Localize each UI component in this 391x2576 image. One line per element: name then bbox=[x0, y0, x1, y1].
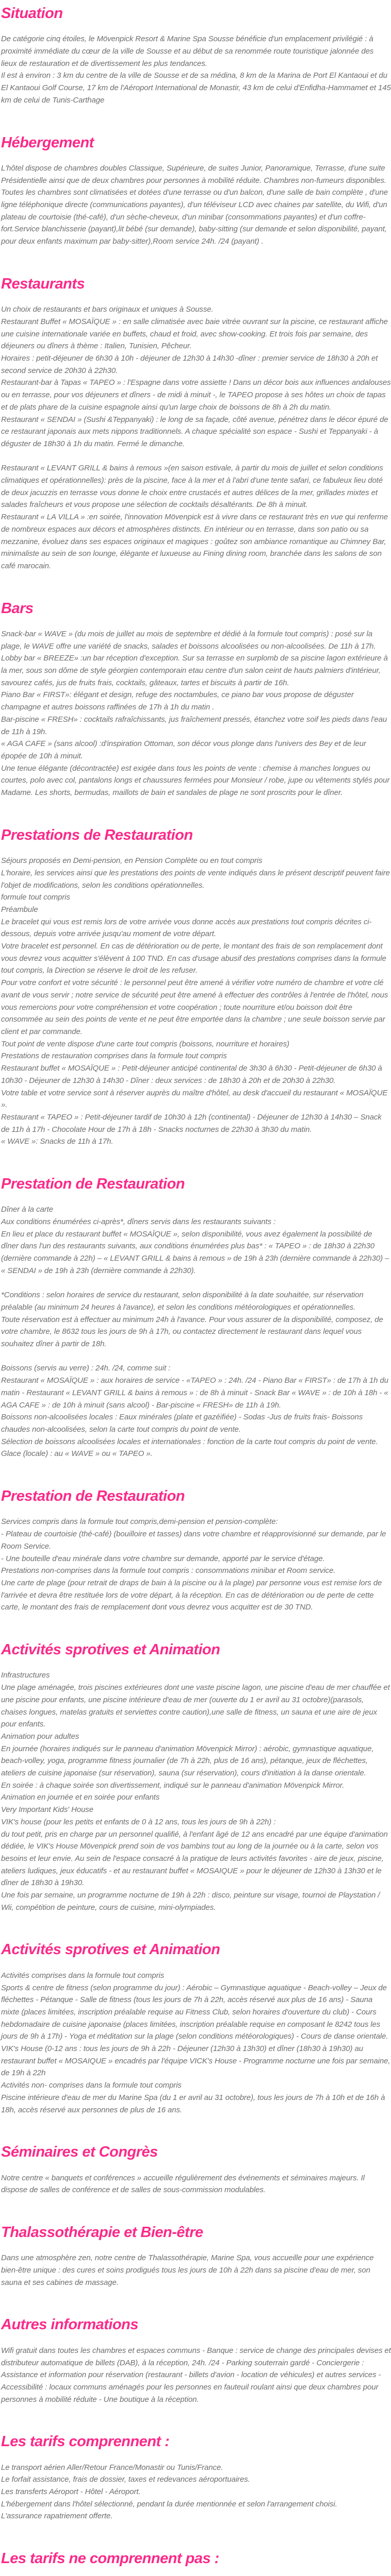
section-paragraphs bbox=[1, 1970, 391, 2116]
section-heading: Situation bbox=[1, 5, 63, 22]
paragraph-spacer bbox=[1, 1350, 391, 1363]
paragraph: VIK's house (pour les petits et enfants de 0 à 12 ans, tous les jours de 9h à 22h) : bbox=[1, 1817, 276, 1826]
paragraph: Animation pour adultes bbox=[1, 1732, 79, 1741]
paragraph: Wifi gratuit dans toutes les chambres et espaces communs - Banque : service de change des principales devises et distributeur automatique de billets (DAB), à la réception, 24h. /24 - Parking souterrain gardé - Conciergerie : Assistance et information pour réservation (restaurant - billets d'avion - location de véhicules) et autres services - Accessibilité : locaux communs aménagés pour les personnes en fauteuil roulant ainsi que deux chambres pour personnes à mobilité réduite - Une boutique à la réception. bbox=[1, 2346, 391, 2404]
paragraph: Prestations non-comprises dans la formule tout compris : consommations minibar et Room service. bbox=[1, 1566, 336, 1575]
section-heading: Prestation de Restauration bbox=[1, 1488, 185, 1505]
paragraph: De catégorie cinq étoiles, le Mövenpick Resort & Marine Spa Sousse bénéficie d'un emplacement privilégié : à proximité immédiate du cœur de la ville de Sousse et au début de sa renommée route touristique jalonnée des lieux de restauration et de divertissement les plus tendances. bbox=[1, 35, 374, 68]
section-paragraphs bbox=[1, 1669, 391, 1913]
paragraph: Sélection de boissons alcoolisées locales et internationales : fonction de la carte tout compris du point de vente. bbox=[1, 1437, 378, 1446]
section-heading: Les tarifs ne comprennent pas : bbox=[1, 2550, 219, 2567]
content-section bbox=[1, 827, 391, 1148]
paragraph: Pour votre confort et votre sécurité : le personnel peut être amené à vérifier votre numéro de chambre et votre clé avant de vous servir ; notre service de sécurité peut être amené à effectuer des contrôles à l'entrée de l'hôtel, nous vous remercions pour votre compréhension et votre coopération ; toute nourriture et/ou boisson doit être consommée au sein des points de vente et ne peut être emportée dans la chambre ; une seule boisson servie par client et par commande. bbox=[1, 978, 388, 1036]
section-heading: Les tarifs comprennent : bbox=[1, 2433, 170, 2450]
section-paragraphs bbox=[1, 2252, 391, 2289]
paragraph: du tout petit, pris en charge par un personnel qualifié, à l'enfant âgé de 12 ans encadré par une équipe d'animation dédiée, le VIK's House Mövenpick prend soin de vos bambins tout au long de la journée ou à la carte, selon vos besoins et leur envie. Au sein de l'espace consacré à la pratique de leurs activités favorites - aire de jeux, piscine, ateliers ludiques, jeux éducatifs - et au restaurant buffet « MOSAIQUE » pour le déjeuner de 12h30 à 13h30 et le dîner de 18h30 à 19h30. bbox=[1, 1829, 388, 1888]
paragraph: Une fois par semaine, un programme nocturne de 19h à 22h : disco, peinture sur visage, tournoi de Playstation / Wii, compétition de peinture, cours de cuisine, mini-olympiades. bbox=[1, 1891, 380, 1912]
section-heading: Activités sprotives et Animation bbox=[1, 1641, 220, 1658]
section-heading: Thalassothérapie et Bien-être bbox=[1, 2224, 203, 2241]
paragraph: Snack-bar « WAVE » (du mois de juillet au mois de septembre et dédié à la formule tout compris) : posé sur la plage, le WAVE offre une variété de snacks, salades et boissons alcoolisées ou non-alcoolisées. De 11h à 17h. bbox=[1, 629, 376, 651]
paragraph: Le bracelet qui vous est remis lors de votre arrivée vous donne accès aux prestations tout compris décrites ci-dessous, depuis votre arrivée jusqu'au moment de votre départ. bbox=[1, 917, 372, 939]
paragraph: L'assurance rapatriement offerte. bbox=[1, 2512, 113, 2521]
content-section bbox=[1, 1176, 391, 1460]
section-heading: Bars bbox=[1, 600, 34, 617]
section-paragraphs bbox=[1, 162, 391, 248]
paragraph: « AGA CAFE » (sans alcool) :d'inspiration Ottoman, son décor vous plonge dans l'univers des Bey et de leur épopée de 10h à minuit. bbox=[1, 739, 366, 760]
paragraph: formule tout compris bbox=[1, 893, 70, 902]
paragraph: En soirée : à chaque soirée son divertissement, indiqué sur le panneau d'animation Mövenpick Mirror. bbox=[1, 1781, 345, 1790]
section-paragraphs bbox=[1, 2172, 391, 2196]
paragraph: Activités comprises dans la formule tout compris bbox=[1, 1971, 165, 1980]
paragraph: Le transport aérien Aller/Retour France/Monastir ou Tunis/France. bbox=[1, 2463, 223, 2472]
paragraph: Dîner à la carte bbox=[1, 1205, 53, 1214]
section-paragraphs bbox=[1, 33, 391, 106]
content-section bbox=[1, 1941, 391, 2116]
content-section bbox=[1, 1488, 391, 1614]
paragraph: L'horaire, les services ainsi que les prestations des points de vente indiqués dans le présent descriptif peuvent faire l'objet de modifications, selon les conditions opérationnelles. bbox=[1, 868, 390, 890]
paragraph: Bar-piscine « FRESH» : cocktails rafraîchissants, jus fraîchement pressés, étanchez votre soif les pieds dans l'eau de 11h à 19h. bbox=[1, 715, 387, 736]
section-heading: Restaurants bbox=[1, 275, 85, 292]
paragraph: VIK's House (0-12 ans : tous les jours de 9h à 22h - Déjeuner (12h30 à 13h30) et dîner (18h30 à 19h30) au restaurant buffet « MOSAIQUE » encadrés par l'équipe VICK's House - Programme nocturne une fois par semaine, de 19h à 22h bbox=[1, 2044, 390, 2078]
paragraph-spacer bbox=[1, 1277, 391, 1290]
section-heading: Séminaires et Congrès bbox=[1, 2144, 158, 2161]
paragraph: Restaurant buffet « MOSAÏQUE » : Petit-déjeuner anticipé continental de 3h30 à 6h30 - Petit-déjeuner de 6h30 à 10h30 - Déjeuner de 12h30 à 14h30 - Dîner : deux services : de 18h30 à 20h et de 20h30 à 22h30. bbox=[1, 1064, 382, 1085]
paragraph: Sports & centre de fitness (selon programme du jour) : Aérobic – Gymnastique aquatique - Beach-volley – Jeux de fléchettes - Pétanque - Salle de fitness (tous les jours de 7h à 22h, accès réservé aux plus de 16 ans) - Sauna mixte (places limitées, inscription préalable requise au Fitness Club, selon horaires d'ouverture du club) - Cours hebdomadaire de cuisine japonaise (places limitées, inscription préalable requise en composant le 8242 tous les jours de 9h à 17h) - Yoga et méditation sur la plage (selon conditions météorologiques) - Cours de danse orientale. bbox=[1, 1983, 388, 2041]
paragraph: L'hôtel dispose de chambres doubles Classique, Supérieure, de suites Junior, Panoramique, Terrasse, d'une suite Présidentielle ainsi que de deux chambres pour personnes à mobilité réduite. Chambres non-fumeurs disponibles. Toutes les chambres sont climatisées et dotées d'une terrasse ou d'un balcon, d'une salle de bain complète , d'une ligne téléphonique directe (communications payantes), d'un téléviseur LCD avec chaines par satellite, du Wifi, d'un plateau de courtoisie (thé-café), d'un sèche-cheveux, d'un minibar (consommations payantes) et d'un coffre-fort.Service blanchisserie (payant),lit bébé (sur demande), baby-sitting (sur demande et selon disponibilité, payant, pour deux enfants maximum par baby-sitter),Room service 24h. /24 (payant) . bbox=[1, 163, 388, 246]
paragraph: Restaurant « SENDAI » (Sushi &Teppanyaki) : le long de sa façade, côté avenue, pénétrez dans le décor épuré de ce restaurant japonais aux mets nippons traditionnels. A chaque spécialité son espace - Sushi et Teppanyaki - à déguster de 18h30 à 1h du matin. Fermé le dimanche. bbox=[1, 415, 388, 448]
section-heading: Prestations de Restauration bbox=[1, 826, 193, 843]
paragraph: Glace (locale) : au « WAVE » ou « TAPEO ». bbox=[1, 1449, 153, 1459]
paragraph: Restaurant-bar à Tapas « TAPEO » : l'Espagne dans votre assiette ! Dans un décor bois aux influences andalouses ou en terrasse, pour vos déjeuners et dîners - de midi à minuit -, le TAPEO propose à ses hôtes un choix de tapas et de plats phare de la cuisine espagnole ainsi qu'un large choix de boissons de 8h à 2h du matin. bbox=[1, 378, 391, 412]
paragraph: Votre bracelet est personnel. En cas de détérioration ou de perte, le montant des frais de son remplacement dont vous devrez vous acquitter s'élèvent à 100 TND. En cas d'usage abusif des prestations comprises dans la formule tout compris, la Direction se réserve le droit de les refuser. bbox=[1, 942, 386, 975]
paragraph: Lobby bar « BREEZE» :un bar réception d'exception. Sur sa terrasse en surplomb de sa piscine lagon extérieure à la mer, sous son dôme de style géorgien contemporain etau centre d'un salon ceint de hauts palmiers d'intérieur, savourez cafés, jus de fruits frais, cocktails, gâteaux, tartes et biscuits à partir de 16h. bbox=[1, 654, 388, 687]
paragraph: En lieu et place du restaurant buffet « MOSAÏQUE », selon disponibilité, vous avez également la possibilité de dîner dans l'un des restaurants suivants, aux conditions énumérées plus bas* : « TAPEO » : de 18h30 à 22h30 (dernière commande à 22h) – « LEVANT GRILL & bains à remous » de 19h à 23h (dernière commande à 22h30) – « SENDAI » de 19h à 23h (dernière commande à 22h30). bbox=[1, 1229, 389, 1275]
paragraph: Le forfait assistance, frais de dossier, taxes et redevances aéroportuaires. bbox=[1, 2475, 250, 2484]
paragraph: Restaurant Buffet « MOSAÏQUE » : en salle climatisée avec baie vitrée ouvrant sur la piscine, ce restaurant affiche une cuisine internationale variée en buffets, chaud et froid, avec show-cooking. Et trois fois par semaine, des déjeuners ou dîners à thème : Italien, Tunisien, Pêcheur. bbox=[1, 317, 388, 351]
paragraph: Préambule bbox=[1, 905, 38, 914]
section-paragraphs bbox=[1, 1204, 391, 1460]
paragraph: Notre centre « banquets et conférences » accueille régulièrement des événements et séminaires majeurs. Il dispose de salles de conférence et de salles de sous-commission modulables. bbox=[1, 2173, 365, 2195]
paragraph: Il est à environ : 3 km du centre de la ville de Sousse et de sa médina, 8 km de la Marina de Port El Kantaoui et du El Kantaoui Golf Course, 17 km de l'Aéroport International de Monastir, 43 km de celui d'Enfidha-Hammamet et 145 km de celui de Tunis-Carthage bbox=[1, 71, 391, 105]
paragraph: Une carte de plage (pour retrait de draps de bain à la piscine ou à la plage) par personne vous est remise lors de l'arrivée et devra être restituée lors de votre départ, à la réception. En cas de détérioration ou de perte de cette carte, le montant des frais de remplacement dont vous devrez vous acquitter est de 30 TND. bbox=[1, 1578, 382, 1612]
paragraph: Votre table et votre service sont à réserver auprès du maître d'hôtel, au desk d'accueil du restaurant « MOSAÏQUE ». bbox=[1, 1088, 388, 1110]
paragraph: En journée (horaires indiqués sur le panneau d'animation Mövenpick Mirror) : aérobic, gymnastique aquatique, beach-volley, yoga, programme fitness journalier (de 7h à 22h, plus de 16 ans), pétanque, jeux de fléchettes, ateliers de cuisine japonaise (sur réservation), sauna (sur réservation), cours d'initiation à la danse orientale. bbox=[1, 1744, 374, 1778]
section-heading: Hébergement bbox=[1, 134, 94, 151]
paragraph: Very Important Kids' House bbox=[1, 1805, 93, 1815]
section-paragraphs bbox=[1, 1516, 391, 1614]
paragraph: Dans une atmosphère zen, notre centre de Thalassothérapie, Marine Spa, vous accueille pour une expérience bien-être unique : des cures et soins prodigués tous les jours de 10h à 22h dans sa piscine d'eau de mer, son sauna et ses cabines de massage. bbox=[1, 2253, 374, 2287]
paragraph: Prestations de restauration comprises dans la formule tout compris bbox=[1, 1052, 227, 1061]
content-section bbox=[1, 1641, 391, 1913]
paragraph: - Une bouteille d'eau minérale dans votre chambre sur demande, apporté par le service d'étage. bbox=[1, 1554, 325, 1563]
paragraph: Animation en journée et en soirée pour enfants bbox=[1, 1793, 160, 1802]
paragraph: Toute réservation est à effectuer au minimum 24h à l'avance. Pour vous assurer de la disponibilité, composez, de votre chambre, le 8632 tous les jours de 9h à 17h, ou contactez directement le restaurant dans lequel vous souhaitez dîner à partir de 18h. bbox=[1, 1315, 383, 1349]
content-section bbox=[1, 2433, 391, 2522]
paragraph: Services compris dans la formule tout compris,demi-pension et pension-complète: bbox=[1, 1517, 278, 1527]
paragraph: - Plateau de courtoisie (thé-café) (bouilloire et tasses) dans votre chambre et réapprovisionné sur demande, par le Room Service. bbox=[1, 1530, 386, 1551]
content-section bbox=[1, 2316, 391, 2405]
section-heading: Prestation de Restauration bbox=[1, 1176, 185, 1193]
paragraph: Un choix de restaurants et bars originaux et uniques à Sousse. bbox=[1, 305, 214, 314]
paragraph: Horaires : petit-déjeuner de 6h30 à 10h - déjeuner de 12h30 à 14h30 -dîner : premier service de 18h30 à 20h et second service de 20h30 à 22h30. bbox=[1, 353, 378, 375]
section-paragraphs bbox=[1, 2462, 391, 2523]
paragraph: Piano Bar « FIRST»: élégant et design, refuge des noctambules, ce piano bar vous propose de déguster champagne et autres boissons raffinées de 17h à 1h du matin . bbox=[1, 690, 354, 712]
section-paragraphs bbox=[1, 2345, 391, 2406]
paragraph: Boissons (servis au verre) : 24h. /24, comme suit : bbox=[1, 1364, 171, 1373]
paragraph: Restaurant « MOSAÏQUE » : aux horaires de service - «TAPEO » : 24h. /24 - Piano Bar « FIRST» : de 17h à 1h du matin - Restaurant « LEVANT GRILL & bains à remous » : de 8h à minuit - Snack Bar « WAVE » : de 10h à 18h - « AGA CAFE » : de 10h à minuit (sans alcool) - Bar-piscine « FRESH» de 11h à 19h. bbox=[1, 1376, 388, 1410]
paragraph: Aux conditions énumérées ci-après*, dîners servis dans les restaurants suivants : bbox=[1, 1217, 276, 1227]
paragraph: Tout point de vente dispose d'une carte tout compris (boissons, nourriture et horaires) bbox=[1, 1039, 289, 1048]
paragraph: Restaurant « TAPEO » : Petit-déjeuner tardif de 10h30 à 12h (continental) - Déjeuner de 12h30 à 14h30 – Snack de 11h à 17h - Chocolate Hour de 17h à 18h - Snacks nocturnes de 22h30 à 3h30 du matin. bbox=[1, 1112, 382, 1134]
section-heading: Autres informations bbox=[1, 2316, 139, 2333]
paragraph: « WAVE »: Snacks de 11h à 17h. bbox=[1, 1137, 113, 1146]
section-paragraphs bbox=[1, 303, 391, 572]
section-paragraphs bbox=[1, 855, 391, 1148]
paragraph: Restaurant « LA VILLA » :en soirée, l'innovation Mövenpick est à vivre dans ce restaurant très en vue qui renferme de nombreux espaces aux décors et atmosphères distincts. En intérieur ou en terrasse, dans son patio ou sa mezzanine, évoluez dans ses espaces originaux et magiques : goûtez son ambiance romantique au Chimney Bar, minimaliste au sein de son lounge, élégante et luxueuse au Fining dining room, branchée dans les salons de son café marocain. bbox=[1, 513, 388, 570]
content-section bbox=[1, 276, 391, 572]
paragraph: Séjours proposés en Demi-pension, en Pension Complète ou en tout compris bbox=[1, 856, 263, 866]
paragraph: Les transferts Aéroport - Hôtel - Aéroport. bbox=[1, 2487, 141, 2497]
paragraph: *Conditions : selon horaires de service du restaurant, selon disponibilité à la date souhaitée, sur réservation préalable (au minimum 24 heures à l'avance), et selon les conditions météorologiques et opérationnelles. bbox=[1, 1291, 364, 1312]
section-paragraphs bbox=[1, 628, 391, 799]
content-section bbox=[1, 2224, 391, 2289]
paragraph: L'hébergement dans l'hôtel sélectionné, pendant la durée mentionnée et selon l'arrangement choisi. bbox=[1, 2499, 337, 2509]
content-section bbox=[1, 5, 391, 107]
content-section bbox=[1, 600, 391, 799]
paragraph: Restaurant « LEVANT GRILL & bains à remous »(en saison estivale, à partir du mois de juillet et selon conditions climatiques et opérationnelles): près de la piscine, face à la mer et à l'abri d'une tente safari, ce fabuleux lieu doté de deux jacuzzis en terrasse vous donne le choix entre crustacés et autres délices de la mer, grillades mixtes et salades fraîcheurs et vous propose une sélection de cocktails désaltérants. De 8h à minuit. bbox=[1, 464, 383, 510]
content-section bbox=[1, 134, 391, 248]
paragraph: Boissons non-alcoolisées locales : Eaux minérales (plate et gazéifiée) - Sodas -Jus de fruits frais- Boissons chaudes non-alcoolisées, selon la carte tout compris du point de vente. bbox=[1, 1413, 363, 1434]
section-heading: Activités sprotives et Animation bbox=[1, 1941, 220, 1958]
content-section bbox=[1, 2550, 391, 2576]
paragraph-spacer bbox=[1, 450, 391, 463]
paragraph: Une tenue élégante (décontractée) est exigée dans tous les points de vente : chemise à manches longues ou courtes, polo avec col, pantalons longs et chaussures fermées pour Monsieur / robe, jupe ou vêtements stylés pour Madame. Les shorts, bermudas, maillots de bain et sandales de plage ne sont proscrits pour le dîner. bbox=[1, 764, 390, 798]
paragraph: Activités non- comprises dans la formule tout compris bbox=[1, 2081, 182, 2090]
content-section bbox=[1, 2144, 391, 2196]
paragraph: Une plage aménagée, trois piscines extérieures dont une vaste piscine lagon, une piscine d'eau de mer chauffée et une piscine pour enfants, une piscine intérieure d'eau de mer (ouverte du 1 er avril au 31 octobre)(parasols, chaises longues, matelas gratuits et serviettes contre caution),une salle de fitness, un sauna et une aire de jeux pour enfants. bbox=[1, 1683, 390, 1729]
paragraph: Piscine intérieure d'eau de mer du Marine Spa (du 1 er avril au 31 octobre), tous les jours de 7h à 10h et de 16h à 18h, accès réservé aux personnes de plus de 16 ans. bbox=[1, 2093, 385, 2114]
paragraph: Infrastructures bbox=[1, 1671, 50, 1680]
